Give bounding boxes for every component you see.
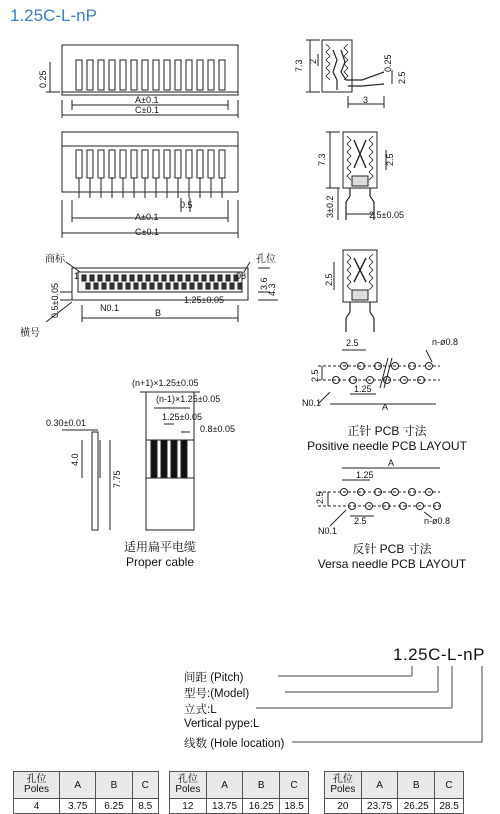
connector-contact bbox=[238, 283, 242, 289]
connector-contact bbox=[218, 275, 222, 281]
connector-contact bbox=[166, 283, 170, 289]
connector-contact bbox=[130, 275, 134, 281]
connector-pin bbox=[197, 150, 203, 178]
connector-pin bbox=[120, 60, 126, 90]
connector-contact bbox=[230, 283, 234, 289]
code-vertical-cn: 立式:L bbox=[184, 704, 217, 716]
connector-contact bbox=[146, 275, 150, 281]
cable-030: 0.30±0.01 bbox=[46, 418, 86, 428]
code-model: 型号:(Model) bbox=[184, 688, 250, 700]
connector-pin bbox=[164, 150, 170, 178]
poles-header: 孔位 Poles bbox=[14, 772, 60, 799]
side2-dim-25: 2.5 bbox=[385, 153, 395, 166]
cable-n-plus-1: (n+1)×1.25±0.05 bbox=[132, 378, 199, 388]
connector-pin bbox=[87, 60, 93, 90]
dim-125-005: 1.25±0.05 bbox=[184, 295, 224, 305]
side-view-3 bbox=[334, 250, 377, 332]
connector-pin bbox=[98, 60, 104, 90]
cell-a: 13.75 bbox=[206, 799, 243, 814]
pin-08: 08 bbox=[236, 271, 247, 281]
cell-c: 18.5 bbox=[280, 799, 309, 814]
connector-pin bbox=[219, 150, 225, 178]
connector-contact bbox=[222, 283, 226, 289]
connector-pin bbox=[76, 60, 82, 90]
connector-pin bbox=[186, 60, 192, 90]
connector-pin bbox=[164, 60, 170, 90]
side-view-2 bbox=[326, 132, 386, 220]
poles-header: 孔位 Poles bbox=[170, 772, 207, 799]
pin-1: 1 bbox=[74, 271, 80, 281]
connector-contact bbox=[118, 283, 122, 289]
cable-08: 0.8±0.05 bbox=[200, 424, 235, 434]
connector-contact bbox=[162, 275, 166, 281]
dim-b: B bbox=[155, 308, 162, 318]
pcb2-dim-25: 2.5 bbox=[354, 516, 367, 526]
trademark-label: 商标 bbox=[45, 254, 65, 265]
hole-label: 孔位 bbox=[256, 254, 276, 265]
connector-contact bbox=[210, 275, 214, 281]
connector-pin bbox=[109, 150, 115, 178]
page-title: 1.25C-L-nP bbox=[10, 6, 97, 25]
connector-contact bbox=[214, 283, 218, 289]
pcb-dim-25v: 2.5 bbox=[310, 369, 320, 382]
cell-b: 6.25 bbox=[96, 799, 132, 814]
header-c: C bbox=[132, 772, 158, 799]
connector-contact bbox=[98, 275, 102, 281]
dim-05: 0.5 bbox=[180, 200, 193, 210]
pcb-dim-125: 1.25 bbox=[354, 384, 372, 394]
connector-pin bbox=[153, 60, 159, 90]
spec-table-1 bbox=[13, 771, 159, 814]
cell-b: 16.25 bbox=[243, 799, 280, 814]
pcb-versa-caption bbox=[292, 542, 492, 572]
connector-contact bbox=[158, 283, 162, 289]
connector-front-view bbox=[62, 132, 238, 238]
connector-pin bbox=[131, 60, 137, 90]
connector-contact bbox=[194, 275, 198, 281]
pcb-positive-caption bbox=[292, 424, 482, 454]
connector-pin bbox=[98, 150, 104, 178]
cell-a: 3.75 bbox=[60, 799, 96, 814]
connector-pin bbox=[197, 60, 203, 90]
dim-a-01-b: A±0.1 bbox=[135, 212, 159, 222]
pcb-dim-25: 2.5 bbox=[346, 338, 359, 348]
connector-contact bbox=[206, 283, 210, 289]
part-code: 1.25C-L-nP bbox=[393, 645, 485, 664]
side-view-1 bbox=[306, 40, 392, 108]
label-n01: N0.1 bbox=[100, 303, 120, 313]
side-dim-73: 7.3 bbox=[294, 59, 304, 72]
connector-contact bbox=[90, 275, 94, 281]
table-row bbox=[325, 799, 464, 814]
header-a: A bbox=[361, 772, 398, 799]
connector-contact bbox=[138, 275, 142, 281]
cable-125: 1.25±0.05 bbox=[162, 412, 202, 422]
side2-dim-73: 7.3 bbox=[317, 153, 327, 166]
cable-40: 4.0 bbox=[70, 453, 80, 466]
connector-pin bbox=[153, 150, 159, 178]
poles-header: 孔位 Poles bbox=[325, 772, 362, 799]
header-a: A bbox=[60, 772, 96, 799]
pcb-dim-hole: n-ø0.8 bbox=[432, 337, 459, 347]
cell-poles: 4 bbox=[14, 799, 60, 814]
header-b: B bbox=[243, 772, 280, 799]
side2-dim-25-005: 2.5±0.05 bbox=[369, 210, 404, 220]
cable-caption-en: Proper cable bbox=[125, 555, 195, 569]
dim-36: 3.6 bbox=[259, 277, 269, 290]
pcb2-n01: N0.1 bbox=[318, 526, 338, 536]
connector-contact bbox=[82, 275, 86, 281]
pcb2-dim-125: 1.25 bbox=[356, 470, 374, 480]
connector-pin bbox=[109, 60, 115, 90]
dim-43: 4.3 bbox=[267, 283, 277, 296]
table-row bbox=[14, 799, 159, 814]
connector-pin bbox=[142, 150, 148, 178]
connector-contact bbox=[134, 283, 138, 289]
header-c: C bbox=[280, 772, 309, 799]
connector-contact bbox=[114, 275, 118, 281]
dim-c-01: C±0.1 bbox=[135, 105, 159, 115]
connector-contact bbox=[102, 283, 106, 289]
header-c: C bbox=[435, 772, 464, 799]
connector-contact bbox=[94, 283, 98, 289]
connector-pin bbox=[120, 150, 126, 178]
pcb2-dim-25v: 2.5 bbox=[315, 491, 325, 504]
cell-poles: 20 bbox=[325, 799, 362, 814]
cable-775: 7.75 bbox=[112, 470, 122, 488]
dim-c-01-b: C±0.1 bbox=[135, 227, 159, 237]
header-b: B bbox=[96, 772, 132, 799]
side-dim-2: 2 bbox=[308, 58, 318, 64]
pcb-versa-caption-en: Versa needle PCB LAYOUT bbox=[317, 557, 467, 571]
side-dim-3: 3 bbox=[363, 95, 369, 105]
header-a: A bbox=[206, 772, 243, 799]
code-leaders bbox=[256, 666, 482, 742]
spec-table-2 bbox=[169, 771, 309, 814]
connector-pin bbox=[219, 60, 225, 90]
dim-a-01: A±0.1 bbox=[135, 95, 159, 105]
connector-contact bbox=[186, 275, 190, 281]
pcb-dim-a: A bbox=[382, 402, 389, 412]
connector-contact bbox=[110, 283, 114, 289]
code-hole-location: 线数 (Hole location) bbox=[184, 738, 285, 750]
side2-dim-3-02: 3±0.2 bbox=[325, 195, 335, 218]
connector-contact bbox=[202, 275, 206, 281]
cable-caption bbox=[100, 540, 220, 570]
cable-n-minus-1: (n-1)×1.25±0.05 bbox=[156, 394, 221, 404]
connector-contact bbox=[126, 283, 130, 289]
connector-contact bbox=[226, 275, 230, 281]
connector-contact bbox=[170, 275, 174, 281]
pcb-positive-caption-cn: 正针 PCB 寸法 bbox=[347, 424, 427, 438]
connector-pin bbox=[208, 60, 214, 90]
connector-contact bbox=[198, 283, 202, 289]
connector-contact bbox=[150, 283, 154, 289]
connector-pin bbox=[76, 150, 82, 178]
connector-contact bbox=[106, 275, 110, 281]
connector-pin bbox=[175, 60, 181, 90]
connector-contact bbox=[142, 283, 146, 289]
pcb2-dim-hole: n-ø0.8 bbox=[424, 516, 451, 526]
cell-c: 28.5 bbox=[435, 799, 464, 814]
pcb-n01: N0.1 bbox=[302, 398, 322, 408]
connector-contact bbox=[182, 283, 186, 289]
pcb-positive-caption-en: Positive needle PCB LAYOUT bbox=[307, 439, 467, 453]
connector-contact bbox=[174, 283, 178, 289]
connector-contact bbox=[86, 283, 90, 289]
code-vertical-en: Vertical pype:L bbox=[184, 718, 260, 730]
spec-table-3 bbox=[324, 771, 464, 814]
cable-caption-cn: 适用扁平电缆 bbox=[123, 540, 196, 554]
connector-contact bbox=[154, 275, 158, 281]
side-dim-025: 0.25 bbox=[383, 54, 393, 72]
cell-poles: 12 bbox=[170, 799, 207, 814]
side3-dim-25: 2.5 bbox=[324, 273, 334, 286]
model-label: 横号 bbox=[20, 328, 40, 339]
code-pitch: 间距 (Pitch) bbox=[184, 672, 244, 684]
cell-c: 8.5 bbox=[132, 799, 158, 814]
cell-a: 23.75 bbox=[361, 799, 398, 814]
connector-contact bbox=[122, 275, 126, 281]
cell-b: 26.25 bbox=[398, 799, 435, 814]
dim-05-005: 0.5±0.05 bbox=[50, 283, 60, 318]
connector-pin bbox=[175, 150, 181, 178]
header-b: B bbox=[398, 772, 435, 799]
side-dim-25: 2.5 bbox=[397, 71, 407, 84]
connector-pin bbox=[186, 150, 192, 178]
pcb2-dim-a: A bbox=[388, 458, 395, 468]
connector-contact bbox=[190, 283, 194, 289]
pcb-versa-caption-cn: 反针 PCB 寸法 bbox=[352, 542, 432, 556]
connector-pin bbox=[131, 150, 137, 178]
connector-pin bbox=[142, 60, 148, 90]
table-row bbox=[170, 799, 309, 814]
dim-025: 0.25 bbox=[38, 70, 48, 88]
connector-pin bbox=[208, 150, 214, 178]
connector-contact bbox=[178, 275, 182, 281]
connector-pin bbox=[87, 150, 93, 178]
